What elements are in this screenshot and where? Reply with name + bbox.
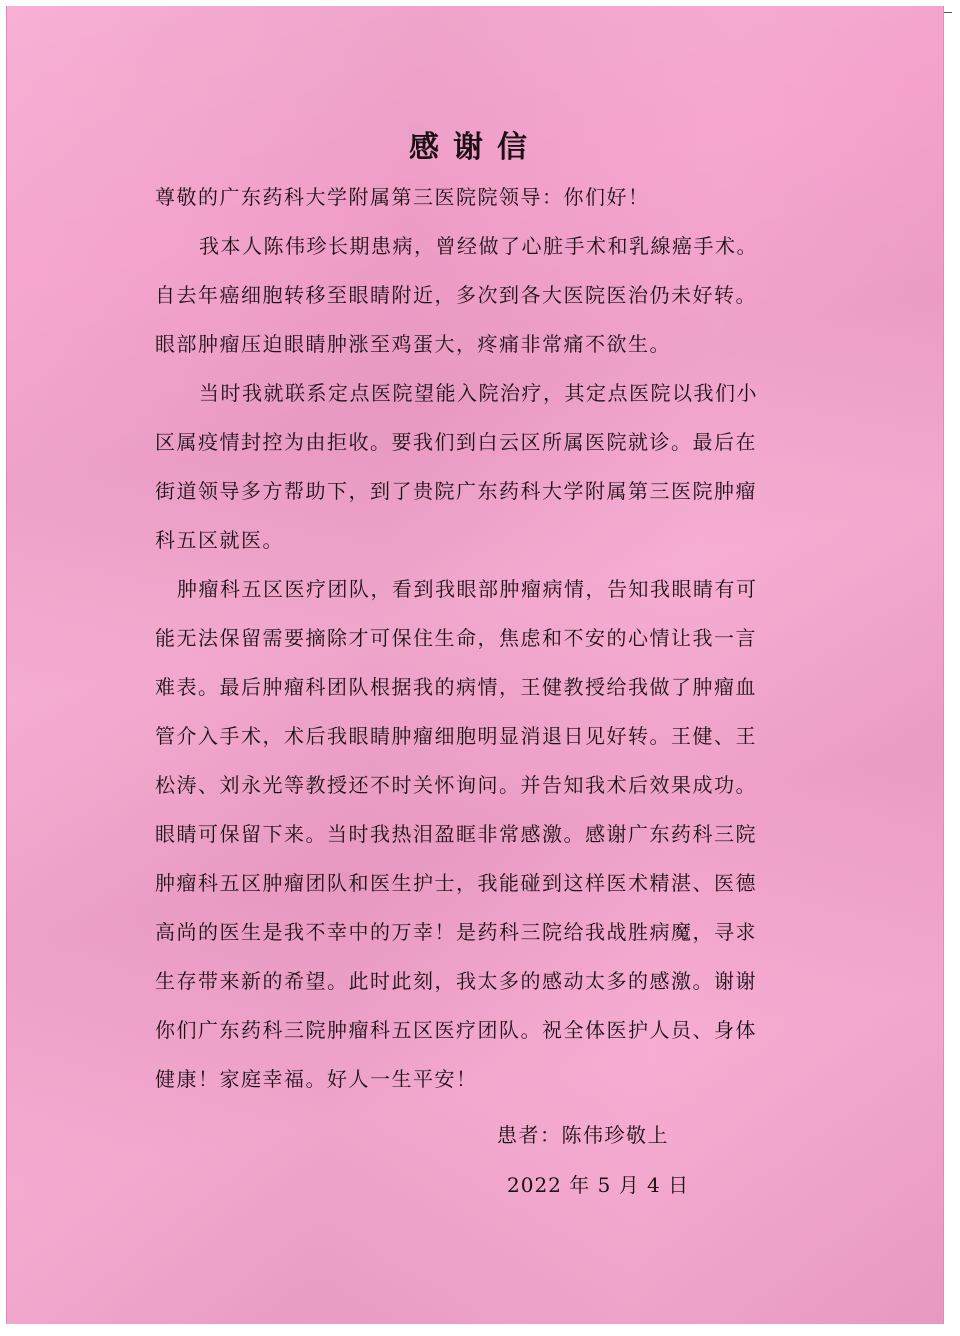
paragraph-2-line: 当时我就联系定点医院望能入院治疗，其定点医院以我们小 xyxy=(199,381,758,405)
paragraph-1-line: 眼部肿瘤压迫眼睛肿涨至鸡蛋大，疼痛非常痛不欲生。 xyxy=(155,332,671,356)
letter-body xyxy=(155,173,815,1104)
paragraph-3-line: 肿瘤科五区医疗团队，看到我眼部肿瘤病情，告知我眼睛有可 xyxy=(177,577,758,601)
paragraph-3-line: 你们广东药科三院肿瘤科五区医疗团队。祝全体医护人员、身体 xyxy=(155,1018,757,1042)
paragraph-3-line: 松涛、刘永光等教授还不时关怀询问。并告知我术后效果成功。 xyxy=(155,773,757,797)
paragraph-3-line: 肿瘤科五区肿瘤团队和医生护士，我能碰到这样医术精湛、医德 xyxy=(155,871,757,895)
paragraph-3-line: 难表。最后肿瘤科团队根据我的病情，王健教授给我做了肿瘤血 xyxy=(155,675,757,699)
letter-title: 感谢信 xyxy=(409,130,541,165)
paragraph-1-line: 我本人陈伟珍长期患病，曾经做了心脏手术和乳線癌手术。 xyxy=(199,234,758,258)
letter-date: 2022 年 5 月 4 日 xyxy=(507,1173,690,1197)
paragraph-3-line: 眼睛可保留下来。当时我热泪盈眶非常感激。感谢广东药科三院 xyxy=(155,822,757,846)
paragraph-2-line: 区属疫情封控为由拒收。要我们到白云区所属医院就诊。最后在 xyxy=(155,430,757,454)
pink-letter-paper xyxy=(6,6,944,1324)
paragraph-3-line: 管介入手术，术后我眼睛肿瘤细胞明显消退日见好转。王健、王 xyxy=(155,724,757,748)
salutation: 尊敬的广东药科大学附属第三医院院领导：你们好！ xyxy=(155,185,650,209)
paragraph-3-line: 高尚的医生是我不幸中的万幸！是药科三院给我战胜病魔，寻求 xyxy=(155,920,757,944)
paragraph-2-line: 街道领导多方帮助下，到了贵院广东药科大学附属第三医院肿瘤 xyxy=(155,479,757,503)
paragraph-3-line: 生存带来新的希望。此时此刻，我太多的感动太多的感激。谢谢 xyxy=(155,969,757,993)
paragraph-1-line: 自去年癌细胞转移至眼睛附近，多次到各大医院医治仍未好转。 xyxy=(155,283,757,307)
paragraph-3-line: 能无法保留需要摘除才可保住生命，焦虑和不安的心情让我一言 xyxy=(155,626,757,650)
paragraph-3-line: 健康！家庭幸福。好人一生平安！ xyxy=(155,1067,478,1091)
signature: 患者：陈伟珍敬上 xyxy=(497,1123,669,1147)
paragraph-2-line: 科五区就医。 xyxy=(155,528,284,552)
